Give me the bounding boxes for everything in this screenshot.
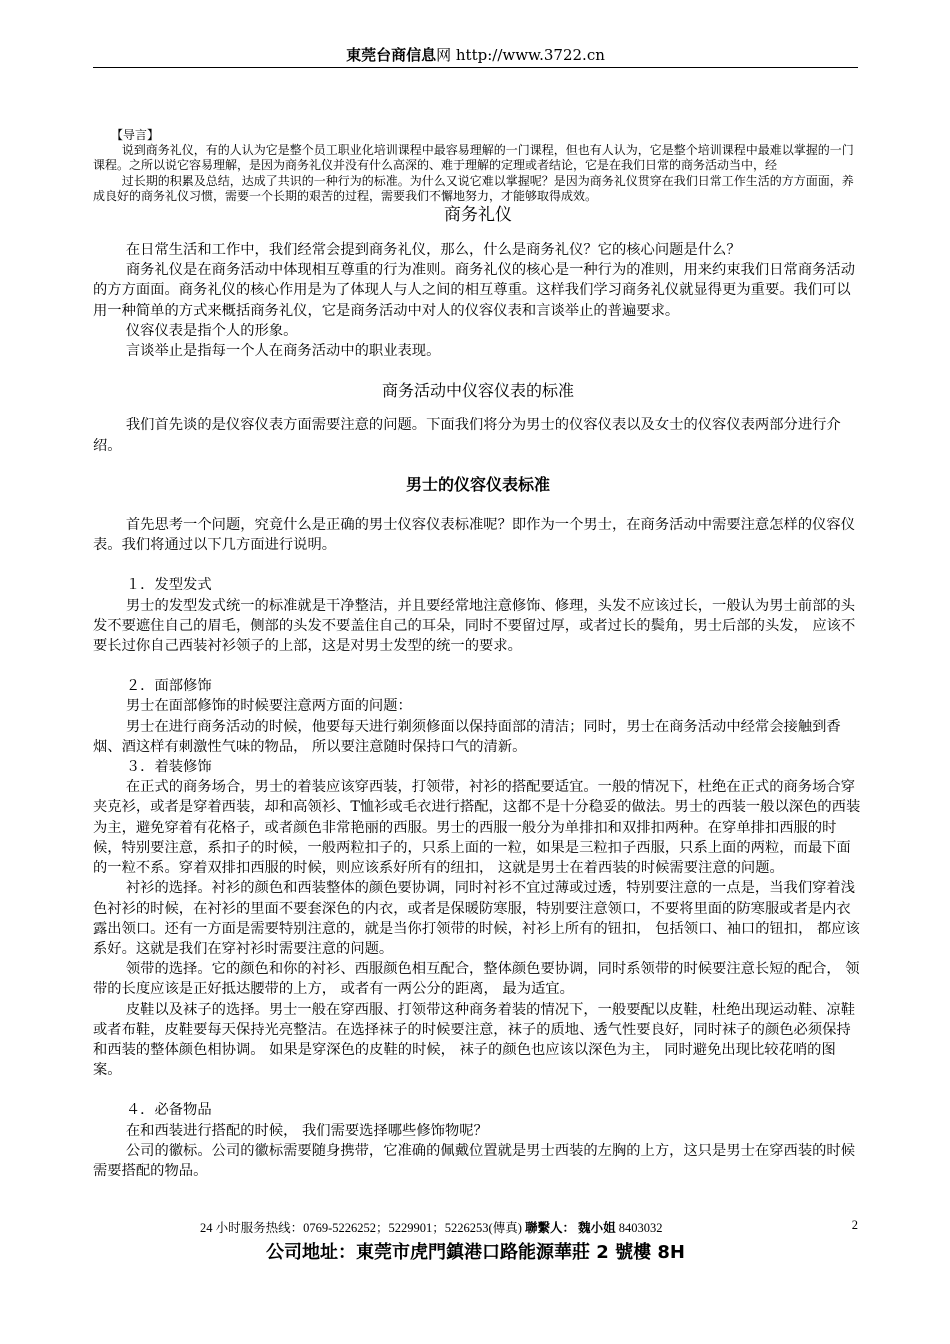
paragraph: 在和西装进行搭配的时候， 我们需要选择哪些修饰物呢？	[125, 1122, 488, 1139]
paragraph: 言谈举止是指每一个人在商务活动中的职业表现。	[125, 343, 441, 360]
paragraph: 领带的选择。它的颜色和你的衬衫、西服颜色相互配合，整体颜色要协调，同时系领带的时候要注意长短的配合， 领带的长度应该是正好抵达腰带的上方， 或者有一两公分的距离， 最为适宜。	[93, 961, 860, 998]
footer-contact-phone: 8403032	[618, 1221, 663, 1235]
header-site-name: 東莞台商信息	[346, 46, 437, 64]
paragraph: 男士的发型发式统一的标准就是干净整洁，并且要经常地注意修饰、修理，头发不应该过长，一般认为男士前部的头发不要遮住自己的眉毛，侧部的头发不要盖住自己的耳朵，同时不要留过厚，或者过长的鬓角，男士后部的头发， 应该不要长过你自己西装衬衫领子的上部，这是对男士发型的统一的要求。	[93, 597, 856, 655]
paragraph: 男士在面部修饰的时候要注意两方面的问题：	[125, 698, 412, 715]
item-title-hairstyle: １．发型发式	[125, 577, 212, 594]
main-text	[93, 204, 863, 1181]
footer-contact-label: 聯繫人：	[525, 1221, 576, 1235]
intro-paragraph-1: 说到商务礼仪，有的人认为它是整个员工职业化培训课程中最容易理解的一门课程，但也有人认为，它是整个培训课程中最难以掌握的一门课程。之所以说它容易理解，是因为商务礼仪并没有什么高深的、难于理解的定理或者结论，它是在我们日常的商务活动当中，经	[93, 143, 854, 173]
footer-contact	[200, 1218, 663, 1236]
footer-address: 公司地址：東莞市虎門鎮港口路能源華莊 2 號樓 8H	[266, 1242, 685, 1263]
document-body	[93, 128, 863, 1181]
paragraph: 公司的徽标。公司的徽标需要随身携带，它准确的佩戴位置就是男士西装的左胸的上方，这只是男士在穿西装的时候需要搭配的物品。	[93, 1142, 856, 1179]
paragraph: 衬衫的选择。衬衫的颜色和西装整体的颜色要协调，同时衬衫不宜过薄或过透，特别要注意的一点是，当我们穿着浅色衬衫的时候，在衬衫的里面不要套深色的内衣，或者是保暖防寒服，特别要注意领口，不要将里面的防寒服或者是内衣露出领口。还有一方面是需要特别注意的，就是当你打领带的时候，衬衫上所有的钮扣， 包括领口、袖口的钮扣， 都应该系好。这就是我们在穿衬衫时需要注意的问题。	[93, 880, 860, 957]
footer-hotline: 24 小时服务热线：0769-5226252；5229901；5226253(傳真)	[200, 1221, 522, 1235]
item-title-face: ２．面部修饰	[125, 678, 212, 695]
section-title-business-etiquette: 商务礼仪	[444, 205, 512, 226]
paragraph: 皮鞋以及袜子的选择。男士一般在穿西服、打领带这种商务着装的情况下，一般要配以皮鞋，杜绝出现运动鞋、凉鞋或者布鞋，皮鞋要每天保持光亮整洁。在选择袜子的时候要注意，袜子的质地、透气性要良好，同时袜子的颜色必须保持和西装的整体颜色相协调。 如果是穿深色的皮鞋的时候， 袜子的颜色也应该以深色为主， 同时避免出现比较花哨的图案。	[93, 1001, 856, 1079]
paragraph: 在日常生活和工作中，我们经常会提到商务礼仪，那么，什么是商务礼仪？它的核心问题是什么？	[125, 242, 741, 259]
paragraph: 仪容仪表是指个人的形象。	[125, 322, 298, 339]
header-site-url: 网 http://www.3722.cn	[436, 46, 605, 64]
header-divider	[93, 67, 858, 68]
section-title-men-standard: 男士的仪容仪表标准	[405, 474, 550, 494]
page-header	[93, 44, 858, 65]
paragraph: 我们首先谈的是仪容仪表方面需要注意的问题。下面我们将分为男士的仪容仪表以及女士的仪容仪表两部分进行介绍。	[93, 417, 841, 454]
paragraph: 男士在进行商务活动的时候，他要每天进行剃须修面以保持面部的清洁；同时，男士在商务活动中经常会接触到香烟、酒这样有刺激性气味的物品， 所以要注意随时保持口气的清新。	[93, 718, 841, 755]
footer-contact-name: 魏小姐	[578, 1221, 616, 1235]
intro-paragraph-2: 过长期的积累及总结，达成了共识的一种行为的标准。为什么又说它难以掌握呢？是因为商务礼仪贯穿在我们日常工作生活的方方面面，养成良好的商务礼仪习惯，需要一个长期的艰苦的过程，需要我们不懈地努力，才能够取得成效。	[93, 173, 854, 203]
intro-label: 【导言】	[111, 128, 160, 142]
item-title-attire: ３．着装修饰	[125, 759, 212, 776]
page-number: 2	[851, 1218, 858, 1232]
paragraph: 在正式的商务场合，男士的着装应该穿西装，打领带，衬衫的搭配要适宜。一般的情况下，杜绝在正式的商务场合穿夹克衫，或者是穿着西装，却和高领衫、T恤衫或毛衣进行搭配，这都不是十分稳妥的做法。男士的西装一般以深色的西装为主，避免穿着有花格子，或者颜色非常艳丽的西服。男士的西服一般分为单排扣和双排扣两种。在穿单排扣西服的时候，特别要注意，系扣子的时候，一般两粒扣子的，只系上面的一粒，如果是三粒扣子西服，只系上面的两粒，而最下面的一粒不系。穿着双排扣西服的时候，则应该系好所有的纽扣， 这就是男士在着西装的时候需要注意的问题。	[93, 779, 861, 877]
item-title-essentials: ４．必备物品	[125, 1102, 212, 1119]
intro-section	[93, 128, 863, 204]
paragraph: 首先思考一个问题，究竟什么是正确的男士仪容仪表标准呢？即作为一个男士，在商务活动中需要注意怎样的仪容仪表。我们将通过以下几方面进行说明。	[93, 517, 856, 554]
section-title-appearance-standard: 商务活动中仪容仪表的标准	[381, 381, 574, 401]
paragraph: 商务礼仪是在商务活动中体现相互尊重的行为准则。商务礼仪的核心是一种行为的准则，用来约束我们日常商务活动的方方面面。商务礼仪的核心作用是为了体现人与人之间的相互尊重。这样我们学习商务礼仪就显得更为重要。我们可以用一种简单的方式来概括商务礼仪，它是商务活动中对人的仪容仪表和言谈举止的普遍要求。	[93, 262, 856, 319]
